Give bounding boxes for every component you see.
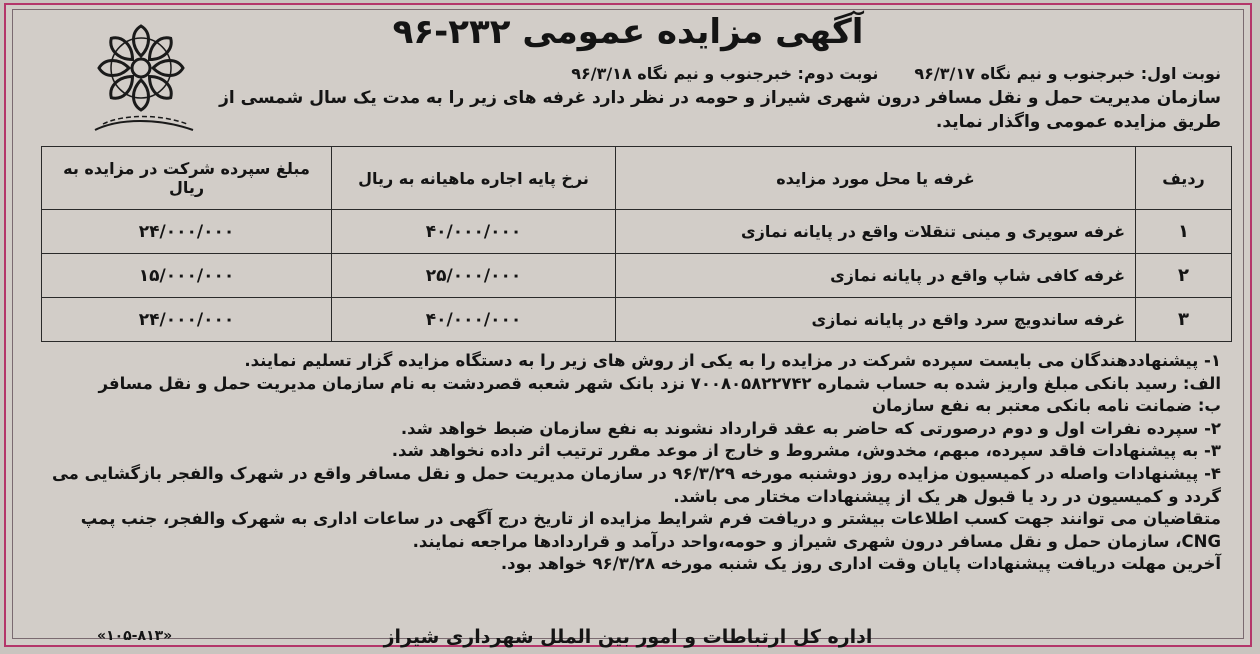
signature: اداره کل ارتباطات و امور بین الملل شهرداری شیراز: [383, 626, 873, 648]
booth-description: غرفه کافی شاپ واقع در پایانه نمازی: [616, 254, 1136, 298]
condition-line: آخرین مهلت دریافت پیشنهادات پایان وقت اداری روز یک شنبه مورخه ۹۶/۳/۲۸ خواهد بود.: [500, 554, 1221, 574]
ad-title: آگهی مزایده عمومی ۲۳۲-۹۶: [392, 12, 864, 52]
ad-border: [12, 9, 1244, 648]
condition-line: گردد و کمیسیون در رد یا قبول هر یک از پیشنهادات مختار می باشد.: [673, 486, 1221, 506]
row-number: ۱: [1136, 210, 1232, 254]
condition-line: ۱- پیشنهاددهندگان می بایست سپرده شرکت در مزایده را به یکی از روش های زیر را به دستگاه مزایده گزار تسلیم نمایند.: [244, 351, 1221, 370]
condition-line: متقاضیان می توانند جهت کسب اطلاعات بیشتر و دریافت فرم شرایط مزایده از تاریخ درج آگهی در ساعات اداری به شهرک والفجر، جنب پمپ: [80, 509, 1221, 529]
intro-paragraph: سازمان مدیریت حمل و نقل مسافر درون شهری شیراز و حومه در نظر دارد غرفه های زیر را به مدت یک سال شمسی از طریق مزایده عمومی واگذار نماید.: [219, 88, 1221, 132]
condition-line: ب: ضمانت نامه بانکی معتبر به نفع سازمان: [872, 396, 1221, 416]
base-rent-amount: ۲۵/۰۰۰/۰۰۰: [332, 254, 616, 298]
advertisement-page: [4, 3, 1252, 647]
ad-code: «۱۰۵-۸۱۳»: [97, 628, 173, 644]
row-number: ۳: [1136, 298, 1232, 342]
condition-line: ۳- به پیشنهادات فاقد سپرده، مبهم، مخدوش، مشروط و خارج از موعد مقرر ترتیب اثر داده نخواهد شد.: [391, 441, 1221, 461]
publication-schedule: [535, 64, 1221, 83]
schedule-second: نوبت دوم: خبرجنوب و نیم نگاه ۹۶/۳/۱۸: [571, 64, 879, 83]
conditions-text: [11, 350, 1221, 576]
condition-line: CNG، سازمان حمل و نقل مسافر درون شهری شیراز و حومه،واحد درآمد و قراردادها مراجعه نمایند.: [412, 531, 1221, 551]
auction-table: [41, 146, 1232, 342]
deposit-amount: ۲۴/۰۰۰/۰۰۰: [42, 298, 332, 342]
booth-description: غرفه سوپری و مینی تنقلات واقع در پایانه نمازی: [616, 210, 1136, 254]
condition-line: ۴- پیشنهادات واصله در کمیسیون مزایده روز دوشنبه مورخه ۹۶/۳/۲۹ در سازمان مدیریت حمل و نقل مسافر واقع در شهرک والفجر بازگشایی می: [51, 463, 1221, 483]
ad-footer: [13, 626, 1243, 650]
base-rent-amount: ۴۰/۰۰۰/۰۰۰: [332, 210, 616, 254]
deposit-amount: ۲۴/۰۰۰/۰۰۰: [42, 210, 332, 254]
condition-line: الف: رسید بانکی مبلغ واریز شده به حساب شماره ۷۰۰۸۰۵۸۲۲۷۴۲ نزد بانک شهر شعبه قصردشت به نام سازمان مدیریت حمل و نقل مسافر: [98, 373, 1221, 393]
table-header-row: [42, 147, 1232, 210]
booth-description: غرفه ساندویچ سرد واقع در پایانه نمازی: [616, 298, 1136, 342]
header-deposit: مبلغ سپرده شرکت در مزایده به ریال: [42, 147, 332, 210]
base-rent-amount: ۴۰/۰۰۰/۰۰۰: [332, 298, 616, 342]
condition-line: ۲- سپرده نفرات اول و دوم درصورتی که حاضر به عقد قرارداد نشوند به نفع سازمان ضبط خواهد شد.: [400, 418, 1221, 438]
header-booth: غرفه یا محل مورد مزایده: [616, 147, 1136, 210]
deposit-amount: ۱۵/۰۰۰/۰۰۰: [42, 254, 332, 298]
schedule-first: نوبت اول: خبرجنوب و نیم نگاه ۹۶/۳/۱۷: [914, 64, 1221, 83]
header-row-number: ردیف: [1136, 147, 1232, 210]
table-row: [42, 210, 1232, 254]
table-row: [42, 254, 1232, 298]
header-base-rent: نرخ پایه اجاره ماهیانه به ریال: [332, 147, 616, 210]
table-row: [42, 298, 1232, 342]
row-number: ۲: [1136, 254, 1232, 298]
